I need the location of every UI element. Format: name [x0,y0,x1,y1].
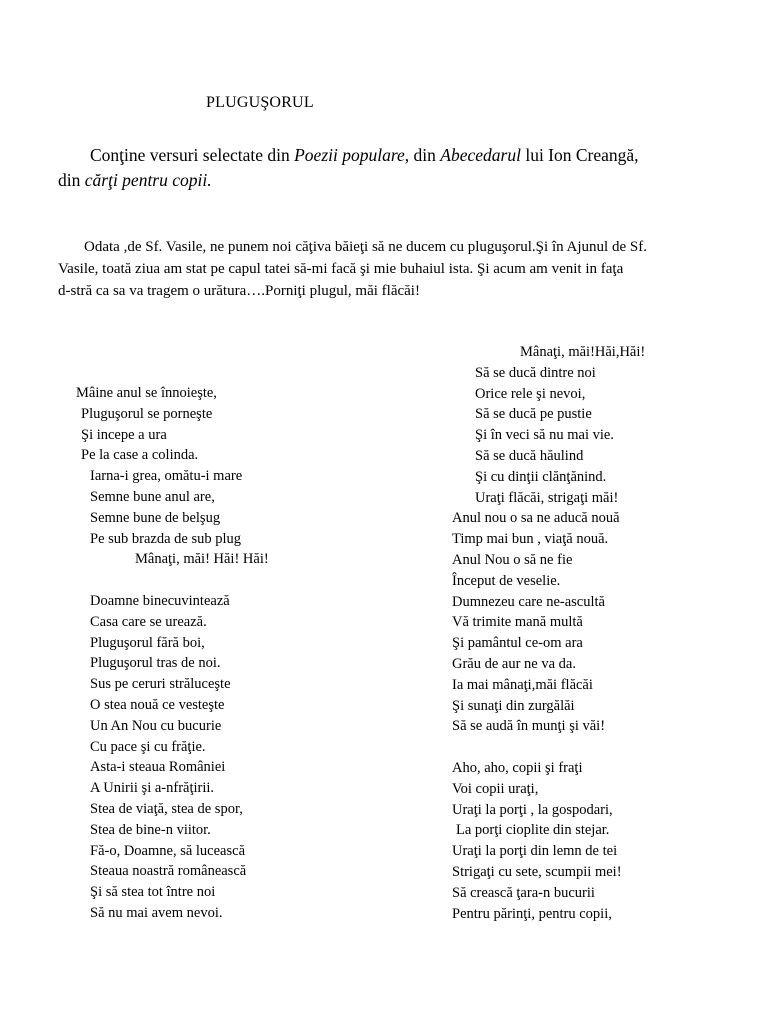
verse-line: Început de veselie. [452,572,561,589]
verse-line: Uraţi flăcăi, strigaţi măi! [475,489,619,506]
verse-line: Să crească ţara-n bucurii [452,884,595,901]
verse-line: Vă trimite mană multă [452,614,583,631]
verse-line: Casa care se urează. [90,613,207,630]
verse-line: Iarna-i grea, omătu-i mare [90,468,243,485]
verse-line: Şi în veci să nu mai vie. [475,427,614,444]
verse-line: Doamne binecuvintează [90,592,230,609]
verse-line: Sus pe ceruri străluceşte [90,676,231,693]
verse-line: Steaua noastră românească [90,863,247,880]
verse-line: Anul nou o sa ne aducă nouă [452,510,620,527]
verse-line: Şi să stea tot între noi [90,884,216,901]
verse-line: Pluguşorul tras de noi. [90,655,221,672]
verse-line: Şi incepe a ura [81,426,167,443]
verse-line: Să se ducă dintre noi [475,364,596,381]
verse-line: Aho, aho, copii şi fraţi [452,759,583,776]
verse-line: Grău de aur ne va da. [452,655,576,672]
verse-line: Mâine anul se înnoieşte, [76,385,217,401]
intro-line-2 [58,168,758,193]
poem-left-column [76,383,269,924]
verse-line: La porţi cioplite din stejar. [456,822,610,839]
intro-paragraph [58,143,758,193]
verse-line: Stea de bine-n viitor. [90,821,211,838]
prose-line: Vasile, toată ziua am stat pe capul tatei să-mi facă şi mie buhaiul ista. Şi acum am venit in faţa [58,261,624,277]
intro-text: Conţine versuri selectate din [90,145,295,165]
verse-line: Mânaţi, măi! Hăi! Hăi! [135,551,269,568]
intro-line-1 [58,143,758,168]
verse-line: Cu pace şi cu frăţie. [90,738,206,755]
verse-line: Strigaţi cu sete, scumpii mei! [452,863,622,880]
verse-line: O stea nouă ce vesteşte [90,696,225,713]
verse-line: Orice rele şi nevoi, [475,385,586,402]
intro-italic-title: Poezii populare [294,145,405,165]
prose-paragraph [58,236,766,302]
intro-text: lui Ion Creangă, [520,145,639,165]
intro-text: , din [404,145,441,165]
verse-line: Să nu mai avem nevoi. [90,904,223,921]
poem-right-column [448,342,645,924]
verse-line: Pluguşorul fără boi, [90,634,205,651]
verse-line: A Unirii şi a-nfrăţirii. [90,780,215,797]
verse-line: Anul Nou o să ne fie [452,551,573,568]
verse-line: Asta-i steaua României [90,759,226,776]
intro-text: din [58,170,85,190]
stanza-break [448,737,645,758]
verse-line: Un An Nou cu bucurie [90,717,222,734]
verse-line: Dumnezeu care ne-ascultă [452,593,605,610]
verse-line: Semne bune de belşug [90,509,221,526]
verse-line: Şi sunaţi din zurgălăi [452,697,575,714]
intro-italic-title: cărţi pentru copii. [84,170,212,190]
verse-line: Să se ducă hăulind [475,447,584,464]
verse-line: Ia mai mânaţi,măi flăcăi [452,676,593,693]
verse-line: Uraţi la porţi , la gospodari, [452,801,613,818]
verse-line: Pe sub brazda de sub plug [90,530,242,547]
page-title: PLUGUŞORUL [206,94,314,111]
verse-line: Şi pamântul ce-om ara [452,635,583,652]
verse-line: Şi cu dinţii clănţănind. [475,468,607,485]
verse-line: Să se audă în munţi şi văi! [452,718,606,735]
verse-line: Semne bune anul are, [90,488,215,505]
verse-line: Să se ducă pe pustie [475,406,592,423]
verse-line: Fă-o, Doamne, să lucească [90,842,246,859]
verse-line: Stea de viaţă, stea de spor, [90,800,243,817]
stanza-break [76,570,269,591]
intro-italic-title: Abecedarul [440,145,521,165]
verse-line: Pentru părinţi, pentru copii, [452,905,612,922]
verse-line: Voi copii uraţi, [452,780,539,797]
verse-line: Uraţi la porţi din lemn de tei [452,843,618,860]
verse-line: Pe la case a colinda. [81,447,199,464]
prose-line: d-stră ca sa va tragem o urătura….Porniţi plugul, măi flăcăi! [58,283,420,299]
verse-line: Mânaţi, măi!Hăi,Hăi! [520,344,646,360]
verse-line: Pluguşorul se porneşte [81,405,213,422]
verse-line: Timp mai bun , viaţă nouă. [452,531,609,548]
prose-line: Odata ,de Sf. Vasile, ne punem noi căţiva băieţi să ne ducem cu pluguşorul.Şi în Ajunul de Sf. [84,239,647,255]
